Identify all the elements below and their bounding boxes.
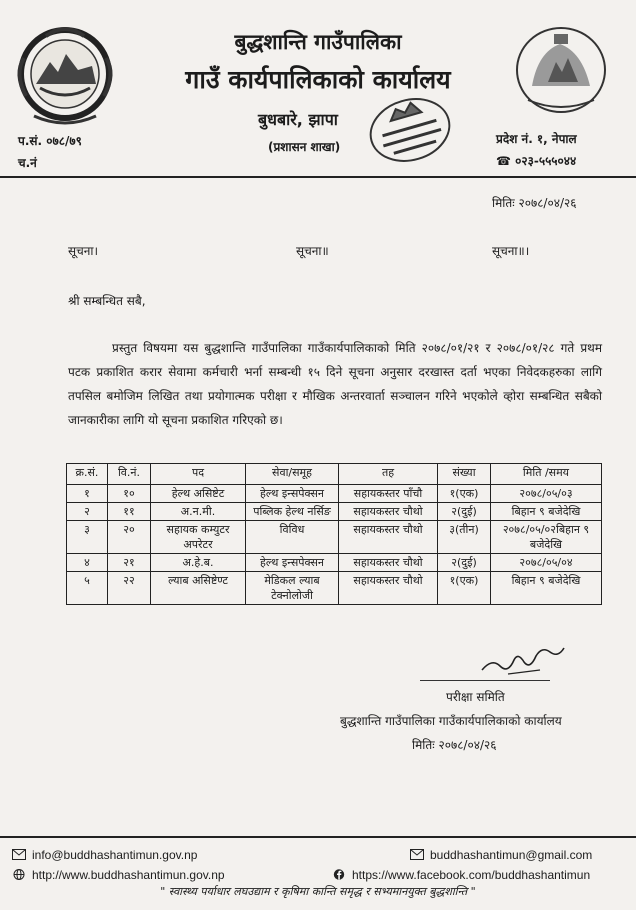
table-cell: २० [108, 521, 151, 554]
phone-number: ☎ ०२३-५५५०४४ [496, 154, 577, 168]
col-header-ad-no: वि.नं. [108, 464, 151, 485]
footer-tagline: " स्वास्थ्य पर्याधार लघउद्याम र कृषिमा कान्ति समृद्ध र सभ्यमानयुक्त बुद्धशान्ति " [160, 885, 476, 898]
col-header-level: तह [339, 464, 438, 485]
notice-label-3: सूचना॥। [492, 244, 530, 258]
office-stamp [358, 86, 462, 174]
table-cell: १(एक) [438, 572, 491, 605]
reference-number: प.सं. ०७८/७९ [18, 134, 82, 148]
exam-schedule-table [66, 463, 602, 605]
table-cell: सहायकस्तर चौथो [339, 521, 438, 554]
footer-website [12, 868, 225, 882]
email-link-gmail[interactable]: buddhashantimun@gmail.com [430, 848, 593, 862]
buddhashanti-logo [508, 22, 614, 118]
table-cell: सहायकस्तर चौथो [339, 503, 438, 521]
table-cell: ५ [67, 572, 108, 605]
table-cell: हेल्थ इन्सपेक्सन [246, 554, 339, 572]
table-row [67, 572, 602, 605]
table-cell: सहायकस्तर चौथो [339, 572, 438, 605]
table-cell: अ.न.मी. [151, 503, 246, 521]
municipality-name: बुद्धशान्ति गाउँपालिका [234, 30, 402, 54]
facebook-icon [332, 869, 346, 880]
table-cell: विविध [246, 521, 339, 554]
table-row [67, 485, 602, 503]
table-cell: ३ [67, 521, 108, 554]
table-cell: २(दुई) [438, 554, 491, 572]
dispatch-number: च.नं [18, 156, 37, 170]
table-cell: २०७८/०५/०३ [491, 485, 602, 503]
issue-date: मितिः २०७८/०४/२६ [492, 196, 577, 210]
table-cell: २(दुई) [438, 503, 491, 521]
footer-email-gmail [410, 848, 592, 862]
table-cell: २१ [108, 554, 151, 572]
mail-icon [12, 849, 26, 860]
table-cell: पब्लिक हेल्थ नर्सिङ [246, 503, 339, 521]
table-cell: २०७८/०५/०२बिहान ९ बजेदेखि [491, 521, 602, 554]
table-cell: सहायकस्तर पाँचौ [339, 485, 438, 503]
province-label: प्रदेश नं. १, नेपाल [496, 132, 577, 146]
col-header-datetime: मिति /समय [491, 464, 602, 485]
table-cell: १० [108, 485, 151, 503]
reference-block [18, 130, 82, 174]
table-cell: २ [67, 503, 108, 521]
handwritten-signature [478, 640, 568, 678]
table-cell: बिहान ९ बजेदेखि [491, 503, 602, 521]
website-link[interactable]: http://www.buddhashantimun.gov.np [32, 868, 225, 882]
table-cell: ल्याब असिष्टेण्ट [151, 572, 246, 605]
table-header-row [67, 464, 602, 485]
table-row [67, 521, 602, 554]
table-cell: अ.हे.ब. [151, 554, 246, 572]
office-location: बुधबारे, झापा [258, 110, 338, 129]
table-cell: १(एक) [438, 485, 491, 503]
signature-line [420, 680, 550, 681]
exam-committee-label: परीक्षा समिति [446, 690, 505, 704]
notice-label-1: सूचना। [68, 244, 99, 258]
col-header-count: संख्या [438, 464, 491, 485]
table-cell: २२ [108, 572, 151, 605]
footer-divider [0, 836, 636, 838]
header-divider [0, 176, 636, 178]
table-cell: मेडिकल ल्याब टेक्नोलोजी [246, 572, 339, 605]
facebook-link[interactable]: https://www.facebook.com/buddhashantimun [352, 868, 591, 882]
table-cell: २०७८/०५/०४ [491, 554, 602, 572]
branch-name: (प्रशासन शाखा) [268, 140, 341, 154]
table-cell: हेल्थ इन्सपेक्सन [246, 485, 339, 503]
col-header-post: पद [151, 464, 246, 485]
footer-facebook [332, 868, 590, 882]
salutation: श्री सम्बन्धित सबै, [68, 294, 146, 308]
col-header-service: सेवा/समूह [246, 464, 339, 485]
table-cell: सहायकस्तर चौथो [339, 554, 438, 572]
table-cell: ११ [108, 503, 151, 521]
table-cell: सहायक कम्युटर अपरेटर [151, 521, 246, 554]
globe-icon [12, 869, 26, 880]
contact-block [496, 128, 577, 172]
footer-email-info [12, 848, 197, 862]
notice-label-2: सूचना॥ [296, 244, 329, 258]
office-title: गाउँ कार्यपालिकाको कार्यालय [185, 65, 451, 94]
col-header-sn: क्र.सं. [67, 464, 108, 485]
email-link-info[interactable]: info@buddhashantimun.gov.np [32, 848, 198, 862]
mail-icon [410, 849, 424, 860]
table-cell: ४ [67, 554, 108, 572]
table-cell: ३(तीन) [438, 521, 491, 554]
signing-office: बुद्धशान्ति गाउँपालिका गाउँकार्यपालिकाको कार्यालय [340, 714, 562, 728]
table-cell: १ [67, 485, 108, 503]
table-row [67, 554, 602, 572]
notice-body: प्रस्तुत विषयमा यस बुद्धशान्ति गाउँपालिका गाउँकार्यपालिकाको मिति २०७८/०१/२१ र २०७८/०१/२८ गते प्रथम पटक प्रकाशित करार सेवामा कर्मचारी भर्ना सम्बन्धी १५ दिने सूचना अनुसार दरखास्त दर्ता भएका निवेदकहरुका लागि तपसिल बमोजिम लिखित तथा प्रयोगात्मक परीक्षा र मौखिक अन्तरवार्ता सञ्चालन गरिने भएकोले व्होरा सम्बन्धित सबैको जानकारीका लागि यो सूचना प्रकाशित गरिएको छ। [68, 341, 602, 427]
table-row [67, 503, 602, 521]
signature-date: मितिः २०७८/०४/२६ [412, 738, 497, 752]
table-cell: हेल्थ असिष्टेट [151, 485, 246, 503]
table-cell: बिहान ९ बजेदेखि [491, 572, 602, 605]
